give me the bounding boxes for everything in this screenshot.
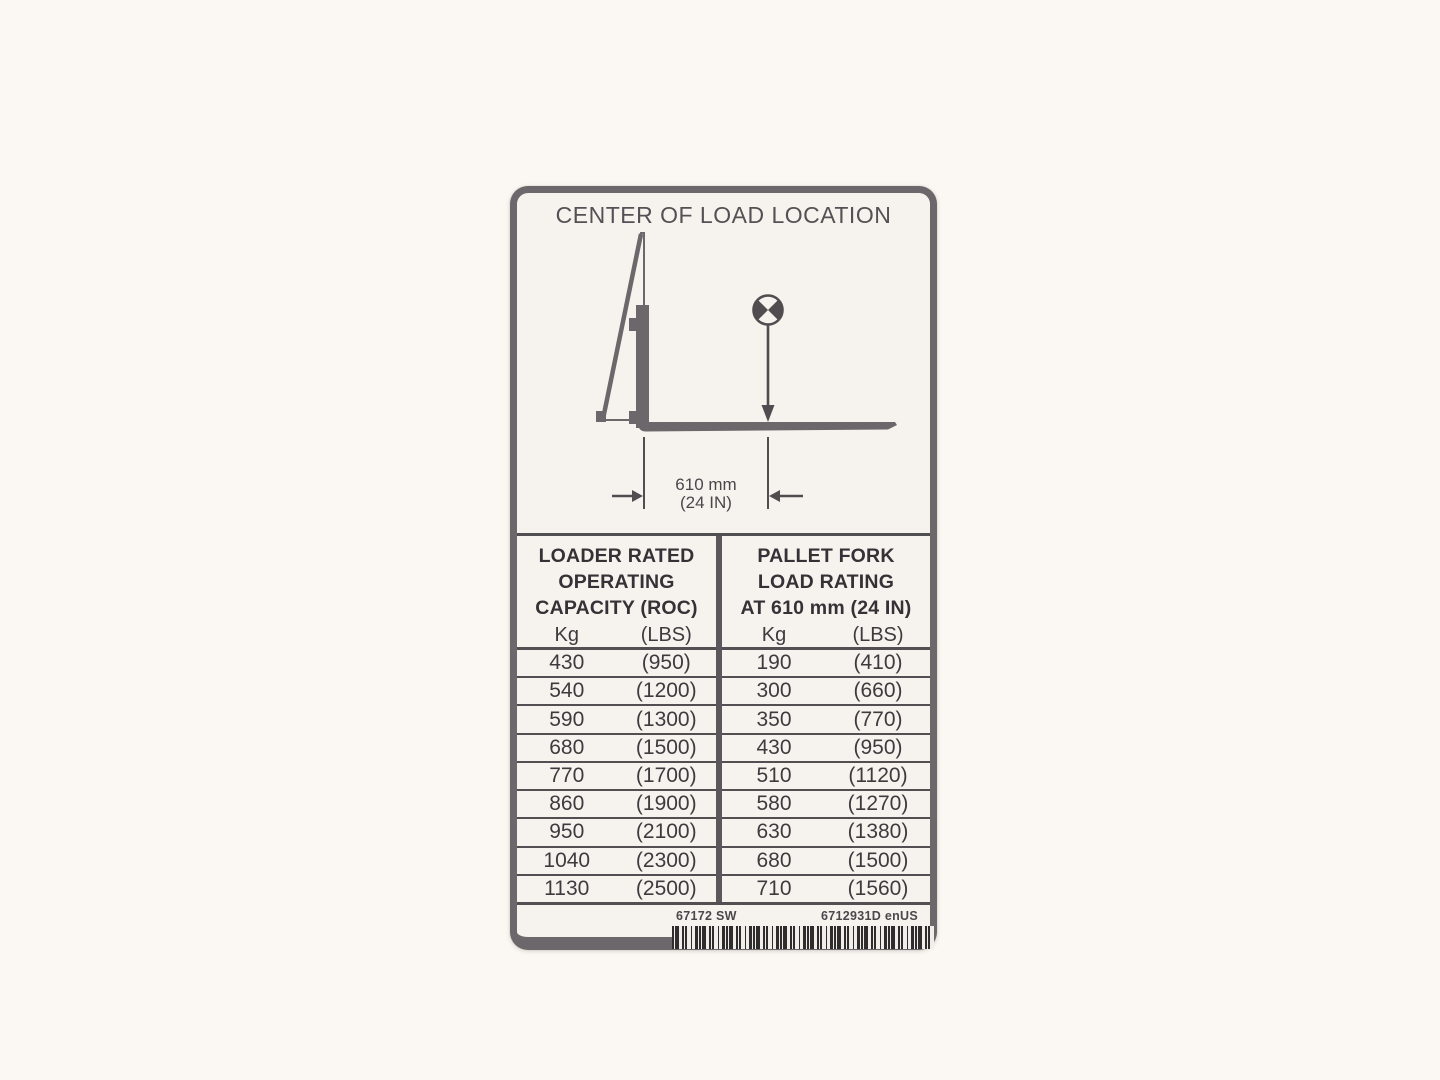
capacity-tables (517, 533, 930, 905)
table-row (517, 763, 716, 791)
cell-lbs: (1560) (847, 876, 909, 900)
unit-lbs-label: (LBS) (640, 624, 692, 646)
cell-lbs: (1120) (848, 763, 908, 787)
cell-lbs: (2100) (635, 820, 697, 844)
unit-lbs-label: (LBS) (852, 624, 904, 646)
table-row (722, 791, 930, 819)
cell-lbs: (2300) (635, 848, 697, 872)
cell-kg: 1040 (543, 848, 591, 872)
fork-shank (636, 305, 649, 428)
dimension-arrow-left-head (632, 490, 643, 502)
cell-kg: 300 (756, 679, 792, 703)
cell-lbs: (660) (853, 679, 903, 703)
cell-lbs: (950) (853, 735, 903, 759)
cell-kg: 860 (549, 792, 585, 816)
cell-lbs: (1300) (635, 707, 697, 731)
loader-roc-rows (517, 650, 716, 902)
cell-lbs: (1270) (847, 792, 909, 816)
cell-lbs: (950) (641, 651, 691, 675)
cell-lbs: (1200) (635, 679, 697, 703)
table-row (722, 706, 930, 734)
table-row (722, 735, 930, 763)
header-line: LOADER RATED (538, 545, 695, 567)
cell-lbs: (1500) (635, 735, 697, 759)
table-row (722, 819, 930, 847)
table-row (517, 791, 716, 819)
cell-kg: 680 (756, 848, 792, 872)
fork-hook-bottom (629, 411, 637, 424)
cell-kg: 590 (549, 707, 585, 731)
cell-kg: 950 (549, 820, 585, 844)
cell-kg: 580 (756, 792, 792, 816)
header-line: PALLET FORK (757, 545, 895, 567)
cell-kg: 350 (756, 707, 792, 731)
pallet-fork-header (722, 536, 930, 650)
fork-blade (638, 422, 897, 432)
load-arrow-head (762, 405, 775, 422)
barcode (672, 926, 934, 949)
cell-kg: 1130 (544, 876, 590, 900)
cell-lbs: (2500) (635, 876, 697, 900)
dimension-value-mm: 610 mm (675, 475, 737, 494)
cell-lbs: (770) (853, 707, 903, 731)
unit-row (722, 624, 930, 647)
table-row (722, 650, 930, 678)
table-row (722, 876, 930, 902)
mast-foot (596, 411, 606, 422)
loader-roc-table (517, 536, 716, 902)
header-line: CAPACITY (ROC) (535, 597, 698, 619)
cell-kg: 430 (756, 735, 792, 759)
cell-kg: 680 (549, 735, 585, 759)
pallet-fork-table (722, 536, 930, 902)
cell-kg: 710 (756, 876, 792, 900)
header-line: OPERATING (558, 571, 675, 593)
table-row (517, 819, 716, 847)
cell-kg: 430 (549, 651, 585, 675)
table-row (517, 876, 716, 902)
table-row (722, 848, 930, 876)
cell-lbs: (1900) (635, 792, 697, 816)
capacity-label-sticker (510, 186, 937, 950)
loader-roc-header (517, 536, 716, 650)
fork-hook-top (629, 318, 637, 331)
cell-lbs: (1700) (635, 763, 697, 787)
part-number-right: 6712931D enUS (820, 909, 918, 923)
header-line: LOAD RATING (757, 571, 895, 593)
label-title: CENTER OF LOAD LOCATION (555, 202, 892, 228)
table-row (517, 706, 716, 734)
part-number-left: 67172 SW (676, 909, 737, 923)
cell-lbs: (1500) (847, 848, 909, 872)
table-row (517, 678, 716, 706)
cell-kg: 510 (756, 763, 792, 787)
unit-kg-label: Kg (761, 624, 787, 646)
table-row (517, 735, 716, 763)
table-row (722, 678, 930, 706)
dimension-arrow-right-head (769, 490, 780, 502)
unit-kg-label: Kg (554, 624, 579, 646)
center-of-gravity-icon (753, 296, 782, 325)
header-line: AT 610 mm (24 IN) (740, 597, 912, 619)
unit-row (517, 624, 716, 647)
cell-lbs: (410) (853, 651, 903, 675)
dimension-callout (644, 476, 768, 512)
cell-kg: 770 (549, 763, 585, 787)
table-row (722, 763, 930, 791)
table-row (517, 650, 716, 678)
cell-kg: 540 (549, 679, 585, 703)
cell-kg: 630 (756, 820, 792, 844)
pallet-fork-rows (722, 650, 930, 902)
table-row (517, 848, 716, 876)
cell-lbs: (1380) (847, 820, 909, 844)
dimension-value-in: (24 IN) (680, 493, 732, 512)
cell-kg: 190 (756, 651, 792, 675)
